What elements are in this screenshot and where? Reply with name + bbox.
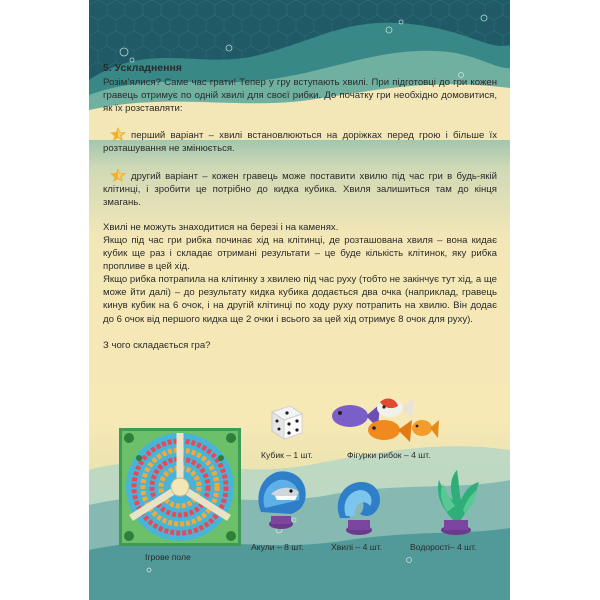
star-bullet-icon bbox=[109, 127, 127, 141]
intro-paragraph: Розім’ялися? Саме час грати! Тепер у гру вступають хвилі. При підготовці до гри кожен гравець отримує по одній хвилі для своєї рибки. До початку гри необхідно домовитися, як їх розставляти: bbox=[103, 77, 497, 115]
game-board-image bbox=[119, 428, 241, 546]
sharks-caption: Акули – 8 шт. bbox=[251, 542, 304, 552]
seaweed-caption: Водорості– 4 шт. bbox=[410, 542, 477, 552]
shark-figure-image bbox=[251, 468, 311, 532]
seaweed-figure-image bbox=[425, 466, 487, 536]
rule-start-on-wave: Якщо під час гри рибка починає хід на клітинці, де розташована хвиля – вона кидає кубик ще раз і складає отримані результати – це буде кількість клітинок, яку рибка пропливе в цей хід. bbox=[103, 234, 497, 273]
waves-caption: Хвилі – 4 шт. bbox=[331, 542, 383, 552]
fish-caption: Фігурки рибок – 4 шт. bbox=[347, 450, 431, 460]
rule-shore: Хвилі не можуть знаходитися на березі і на каменях. bbox=[103, 221, 339, 233]
fish-figures-image bbox=[326, 394, 439, 446]
fish-red-white bbox=[377, 398, 414, 418]
wave-figure-image bbox=[332, 478, 386, 536]
star-bullet-icon bbox=[109, 168, 127, 182]
fish-orange-small bbox=[412, 420, 439, 438]
manual-page bbox=[89, 0, 510, 600]
section-title: 5. Ускладнення bbox=[103, 62, 182, 74]
variant-one-text: перший варіант – хвилі встановлюються на доріжках перед грою і більше їх розташування не змінюється. bbox=[103, 130, 497, 155]
components-question: З чого складається гра? bbox=[103, 339, 211, 351]
board-caption: Ігрове поле bbox=[145, 552, 191, 562]
variant-two bbox=[103, 168, 497, 209]
variant-two-text: другий варіант – кожен гравець може поставити хвилю під час гри в будь-якій клітинці, і зробити це потрібно до кидка кубика. Хвиля залишиться там до кінця змагань. bbox=[103, 170, 497, 208]
rule-pass-wave: Якщо рибка потрапила на клітинку з хвилею під час руху (тобто не закінчує тут хід, а ще може йти далі) – до результату кидка кубика додається два очка (наприклад, гравець кинув кубик на 6 очок, і на другій клітинці по ходу руху потрапить на хвилю. Він додає до 6 очок від першого кидка ще 2 очки і всього за цей хід отримує 8 очок для руху). bbox=[103, 274, 497, 325]
rules-text bbox=[103, 62, 497, 352]
dice-caption: Кубик – 1 шт. bbox=[261, 450, 313, 460]
fish-orange-big bbox=[368, 420, 412, 442]
variant-one bbox=[103, 127, 497, 155]
dice-image bbox=[266, 402, 306, 442]
